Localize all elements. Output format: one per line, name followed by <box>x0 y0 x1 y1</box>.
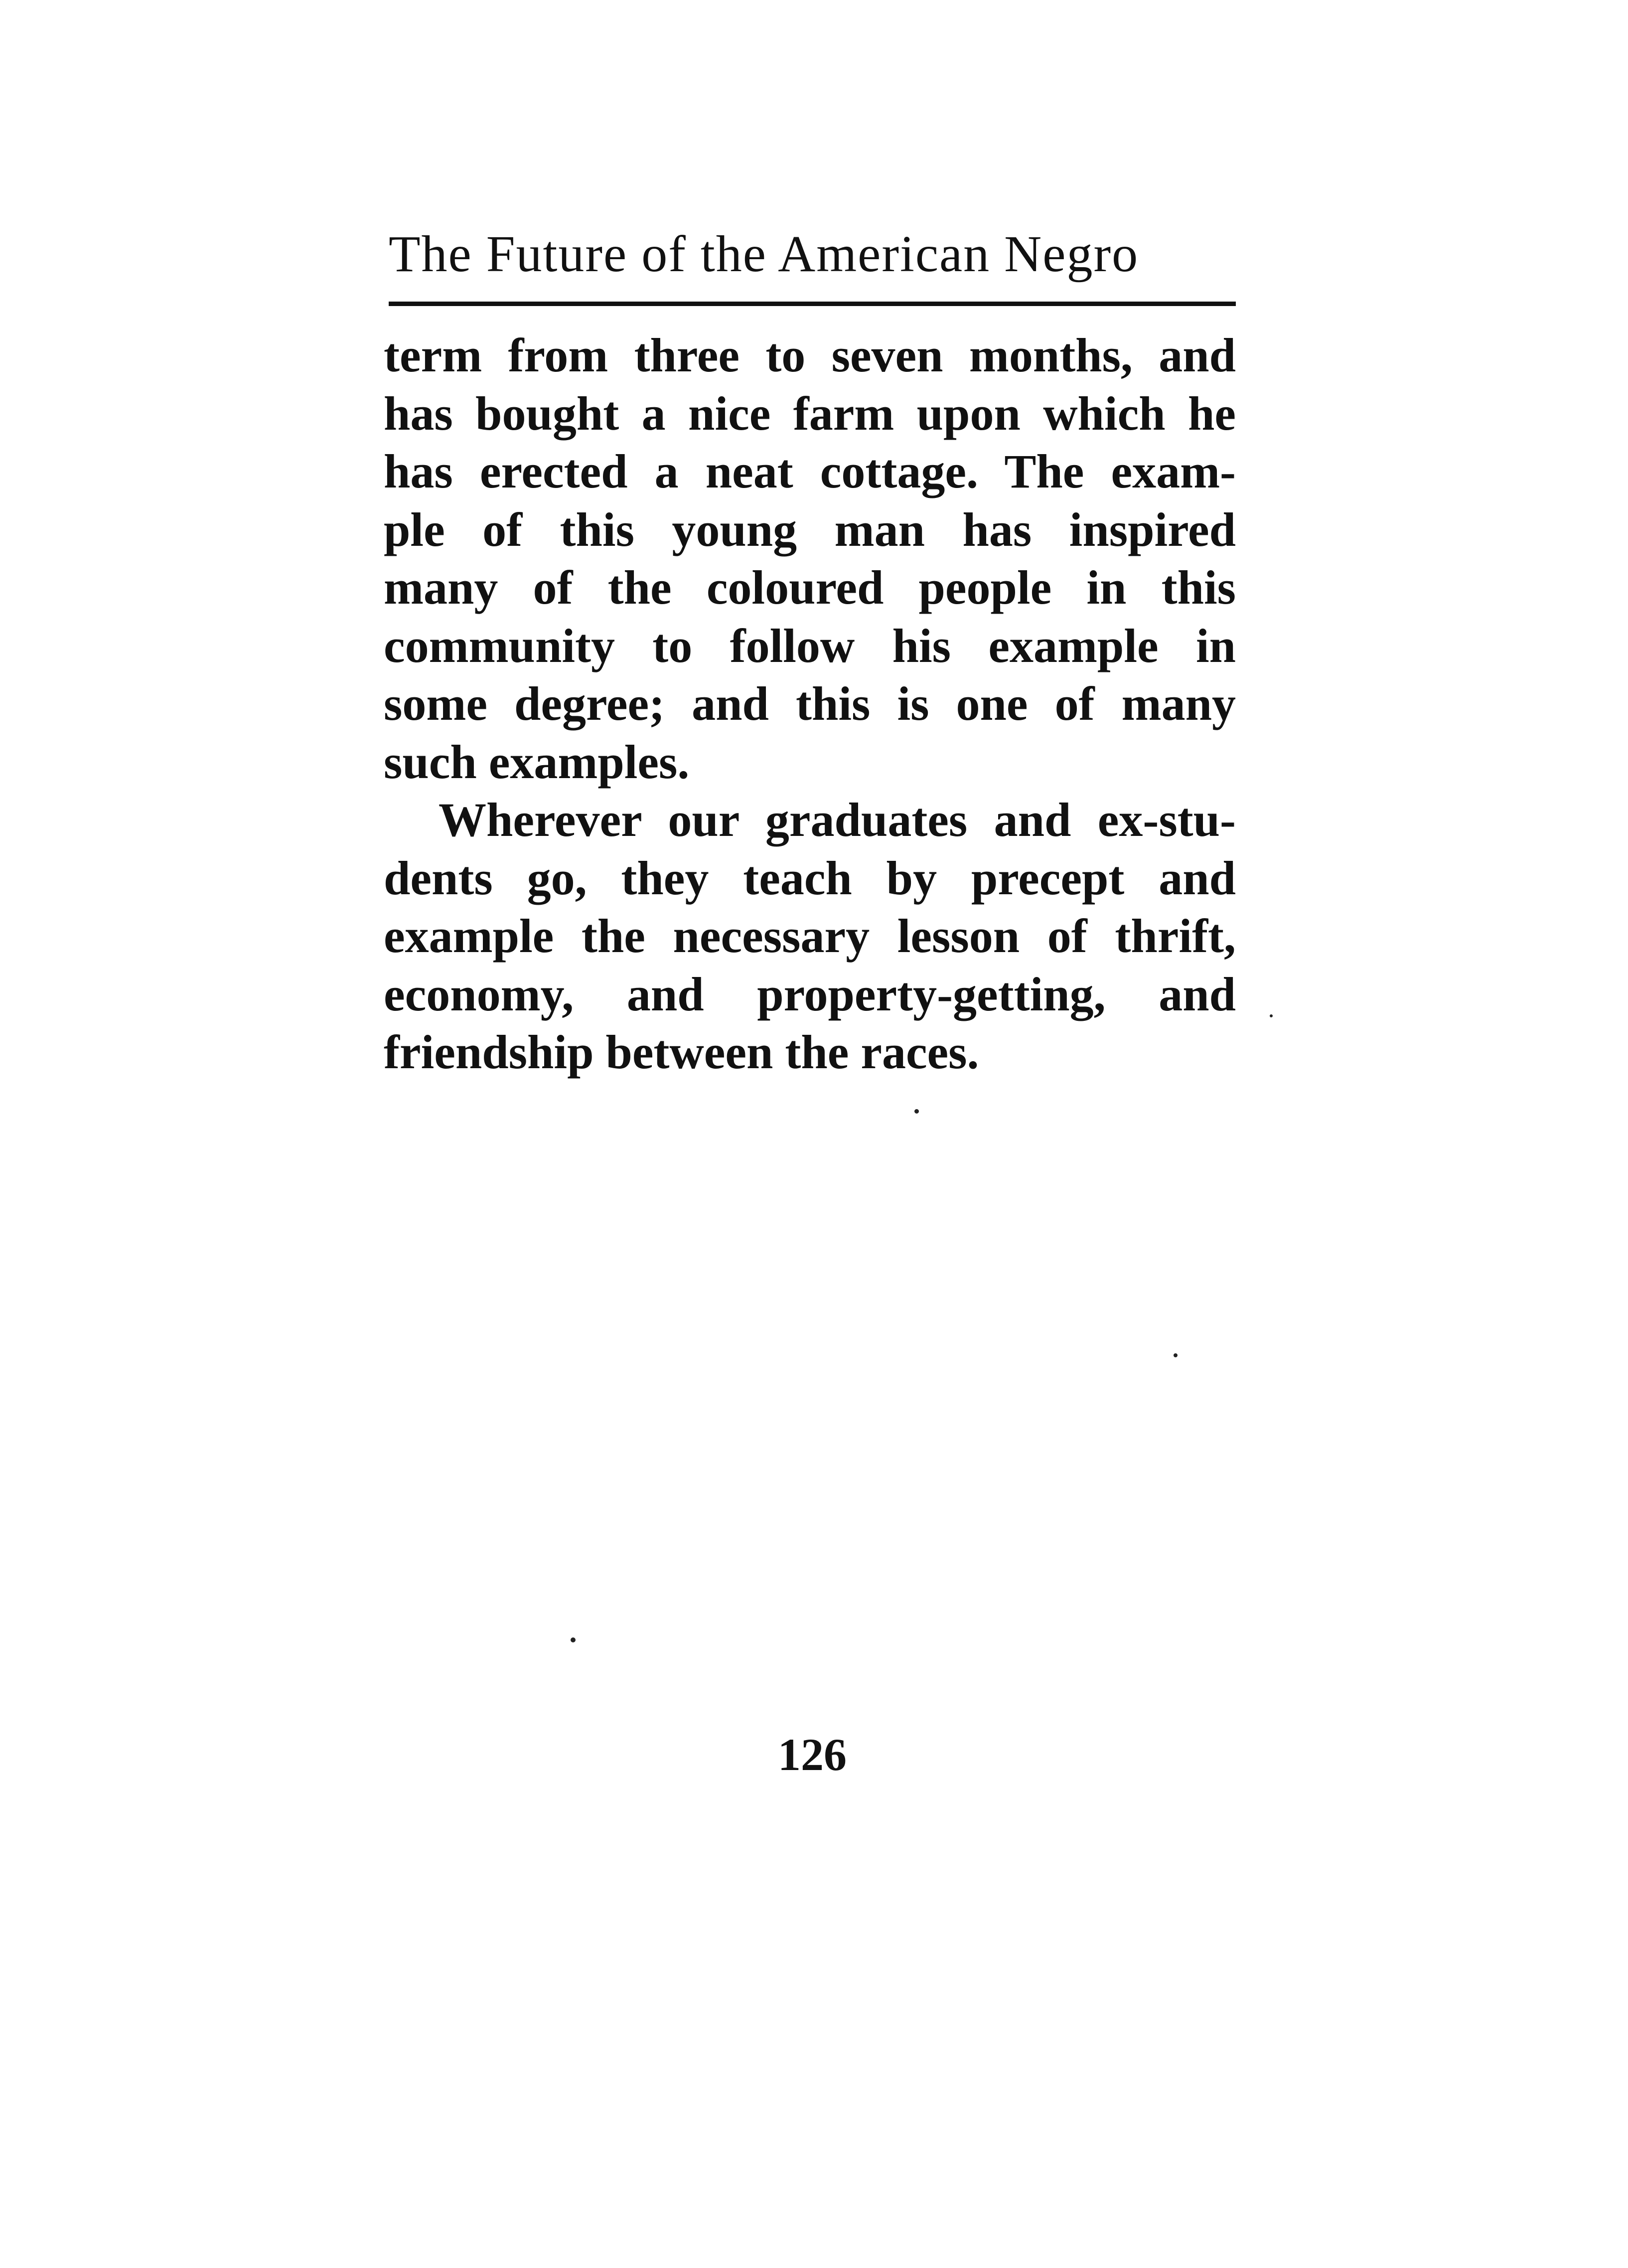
text-line: term from three to seven months, and <box>384 328 1236 382</box>
running-head: The Future of the American Negro <box>389 225 1139 283</box>
scan-speck <box>1270 1014 1273 1017</box>
text-line: some degree; and this is one of many <box>384 677 1236 730</box>
scan-speck <box>1174 1353 1178 1357</box>
paragraph-1 <box>384 326 1236 791</box>
text-line: has erected a neat cottage. The exam- <box>384 445 1236 498</box>
text-line: many of the coloured people in this <box>384 561 1236 614</box>
text-line: economy, and property-getting, and <box>384 967 1236 1021</box>
text-line: friendship between the races. <box>384 1025 979 1079</box>
body-text <box>384 326 1236 1082</box>
text-line: Wherever our graduates and ex-stu- <box>439 793 1236 846</box>
scan-speck <box>571 1637 576 1642</box>
text-line: example the necessary lesson of thrift, <box>384 909 1236 963</box>
scan-speck <box>914 1109 919 1114</box>
text-line: has bought a nice farm upon which he <box>384 386 1236 440</box>
text-line: such examples. <box>384 735 690 789</box>
page-number: 126 <box>778 1729 847 1780</box>
text-line: ple of this young man has inspired <box>384 502 1236 556</box>
paragraph-2 <box>384 791 1236 1082</box>
header-rule <box>389 302 1236 306</box>
text-line: community to follow his example in <box>384 619 1236 672</box>
text-line: dents go, they teach by precept and <box>384 851 1236 905</box>
